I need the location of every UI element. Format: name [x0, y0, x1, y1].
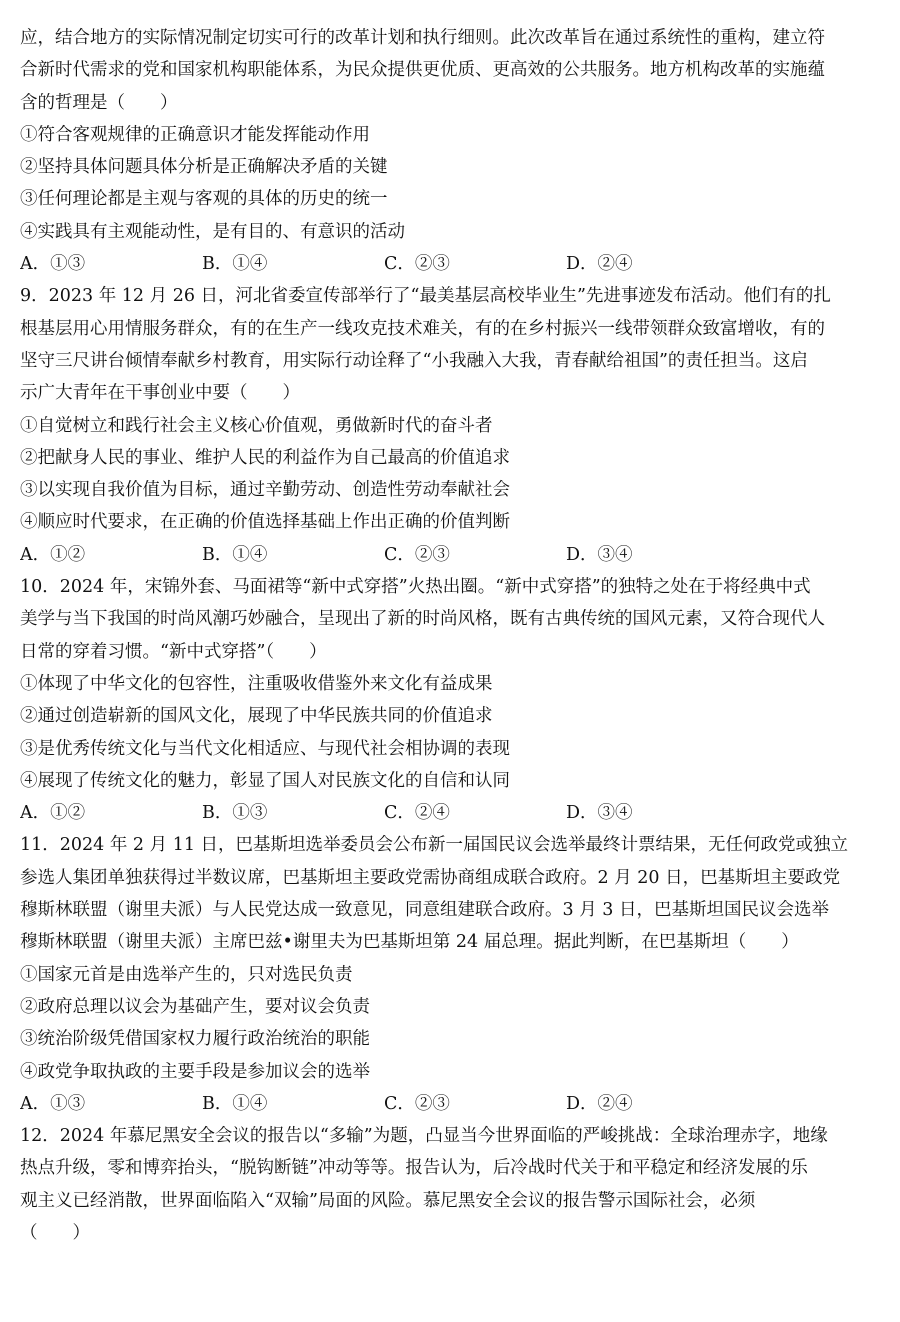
option-c: C．②④ — [384, 803, 450, 824]
option-b: B．①④ — [202, 1093, 268, 1114]
option-d: D．③④ — [566, 544, 633, 565]
option-b: B．①④ — [202, 544, 268, 565]
statement-item: ②把献身人民的事业、维护人民的利益作为自己最高的价值追求 — [20, 447, 510, 468]
question-stem-line: 12．2024 年慕尼黑安全会议的报告以“多输”为题，凸显当今世界面临的严峻挑战：全球治理赤字，地缘 — [20, 1126, 828, 1147]
question-stem-line: 合新时代需求的党和国家机构职能体系，为民众提供更优质、更高效的公共服务。地方机构改革的实施蕴 — [20, 60, 825, 81]
option-a: A．①③ — [20, 254, 86, 275]
question-stem-line: 示广大青年在干事创业中要（ ） — [20, 383, 300, 404]
statement-item: ③以实现自我价值为目标，通过辛勤劳动、创造性劳动奉献社会 — [20, 480, 510, 501]
option-d: D．③④ — [566, 803, 633, 824]
question-stem-line: 10．2024 年，宋锦外套、马面裙等“新中式穿搭”火热出圈。“新中式穿搭”的独特之处在于将经典中式 — [20, 577, 811, 598]
answer-options — [20, 1088, 880, 1120]
option-a: A．①② — [20, 544, 86, 565]
option-a: A．①③ — [20, 1093, 86, 1114]
question-stem-line: 11．2024 年 2 月 11 日，巴基斯坦选举委员会公布新一届国民议会选举最终计票结果，无任何政党或独立 — [20, 835, 849, 856]
question-stem-line: 含的哲理是（ ） — [20, 92, 178, 113]
question-stem-line: 热点升级，零和博弈抬头，“脱钩断链”冲动等等。报告认为，后冷战时代关于和平稳定和经济发展的乐 — [20, 1158, 808, 1179]
question-10 — [20, 571, 880, 829]
statement-item: ①自觉树立和践行社会主义核心价值观，勇做新时代的奋斗者 — [20, 415, 493, 436]
option-b: B．①④ — [202, 254, 268, 275]
option-c: C．②③ — [384, 1093, 450, 1114]
question-8 — [20, 22, 880, 280]
question-stem-line: 应，结合地方的实际情况制定切实可行的改革计划和执行细则。此次改革旨在通过系统性的重构，建立符 — [20, 28, 825, 48]
answer-options — [20, 248, 880, 280]
option-a: A．①② — [20, 803, 86, 824]
question-9 — [20, 280, 880, 571]
option-d: D．②④ — [566, 254, 633, 275]
question-stem-line: 观主义已经消散，世界面临陷入“双输”局面的风险。慕尼黑安全会议的报告警示国际社会，必须 — [20, 1190, 756, 1211]
question-stem-line: 坚守三尺讲台倾情奉献乡村教育，用实际行动诠释了“小我融入大我，青春献给祖国”的责任担当。这启 — [20, 350, 808, 371]
statement-item: ④政党争取执政的主要手段是参加议会的选举 — [20, 1061, 370, 1082]
statement-item: ②政府总理以议会为基础产生，要对议会负责 — [20, 996, 370, 1017]
statement-item: ②坚持具体问题具体分析是正确解决矛盾的关键 — [20, 157, 388, 178]
statement-item: ①国家元首是由选举产生的，只对选民负责 — [20, 964, 353, 985]
statement-item: ④实践具有主观能动性，是有目的、有意识的活动 — [20, 221, 405, 242]
option-c: C．②③ — [384, 544, 450, 565]
question-stem-line: 参选人集团单独获得过半数议席，巴基斯坦主要政党需协商组成联合政府。2 月 20 日，巴基斯坦主要政党 — [20, 867, 841, 888]
question-stem-line: 穆斯林联盟（谢里夫派）与人民党达成一致意见，同意组建联合政府。3 月 3 日，巴基斯坦国民议会选举 — [20, 900, 829, 921]
question-12 — [20, 1120, 880, 1249]
question-stem-line: 根基层用心用情服务群众，有的在生产一线攻克技术难关，有的在乡村振兴一线带领群众致富增收，有的 — [20, 318, 825, 339]
question-stem-line: （ ） — [20, 1222, 90, 1243]
statement-item: ④展现了传统文化的魅力，彰显了国人对民族文化的自信和认同 — [20, 770, 510, 791]
statement-item: ③统治阶级凭借国家权力履行政治统治的职能 — [20, 1029, 370, 1050]
question-stem-line: 日常的穿着习惯。“新中式穿搭”（ ） — [20, 641, 327, 662]
statement-item: ②通过创造崭新的国风文化，展现了中华民族共同的价值追求 — [20, 706, 493, 727]
statement-item: ④顺应时代要求，在正确的价值选择基础上作出正确的价值判断 — [20, 512, 510, 533]
question-stem-line: 9．2023 年 12 月 26 日，河北省委宣传部举行了“最美基层高校毕业生”先进事迹发布活动。他们有的扎 — [20, 286, 831, 307]
exam-page — [20, 22, 880, 1249]
option-d: D．②④ — [566, 1093, 633, 1114]
answer-options — [20, 539, 880, 571]
statement-item: ①体现了中华文化的包容性，注重吸收借鉴外来文化有益成果 — [20, 673, 493, 694]
statement-item: ③任何理论都是主观与客观的具体的历史的统一 — [20, 189, 388, 210]
question-11 — [20, 829, 880, 1120]
answer-options — [20, 797, 880, 829]
question-stem-line: 美学与当下我国的时尚风潮巧妙融合，呈现出了新的时尚风格，既有古典传统的国风元素，又符合现代人 — [20, 609, 825, 630]
statement-item: ③是优秀传统文化与当代文化相适应、与现代社会相协调的表现 — [20, 738, 510, 759]
option-b: B．①③ — [202, 803, 268, 824]
statement-item: ①符合客观规律的正确意识才能发挥能动作用 — [20, 124, 370, 145]
option-c: C．②③ — [384, 254, 450, 275]
question-stem-line: 穆斯林联盟（谢里夫派）主席巴兹•谢里夫为巴基斯坦第 24 届总理。据此判断，在巴基斯坦（ ） — [20, 932, 799, 953]
